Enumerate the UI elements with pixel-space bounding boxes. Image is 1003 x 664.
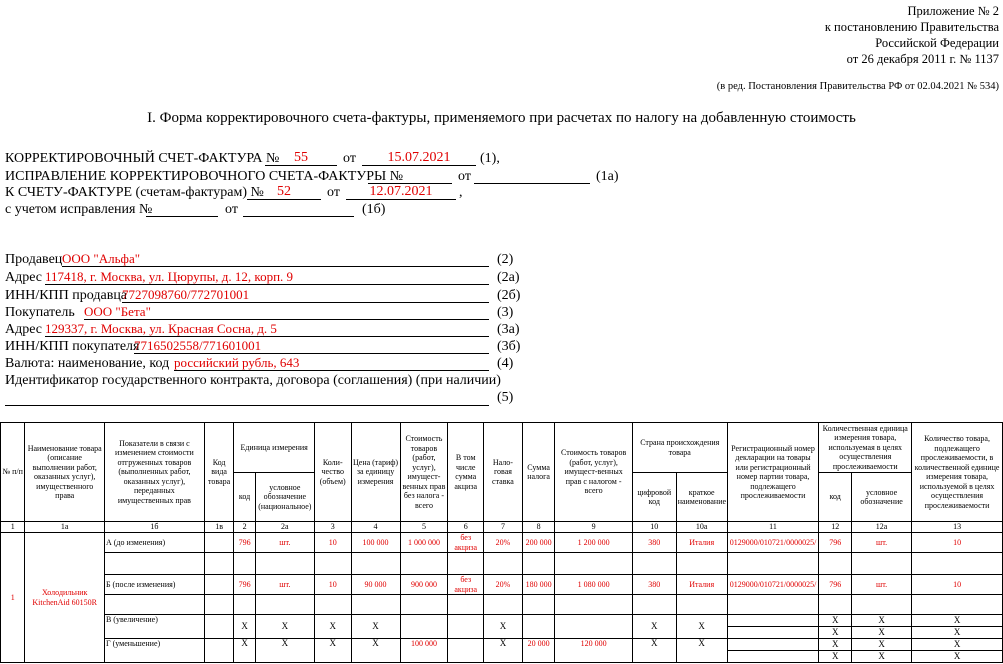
currency-value[interactable]: российский рубль, 643 xyxy=(174,355,489,371)
decrease-cost-novat[interactable]: 100 000 xyxy=(400,639,448,663)
buyer-inn-code: (3б) xyxy=(497,339,521,354)
after-cost-novat[interactable]: 900 000 xyxy=(400,575,448,595)
after-qty[interactable]: 10 xyxy=(314,575,351,595)
spacer-cell xyxy=(255,553,314,575)
header-kind: Код вида товара xyxy=(204,423,234,522)
column-number: 3 xyxy=(314,522,351,533)
decrease-regnum[interactable] xyxy=(727,639,819,651)
spacer-cell xyxy=(912,553,1003,575)
decrease-label: Г (уменьшение) xyxy=(104,639,204,663)
adj-invoice-label: КОРРЕКТИРОВОЧНЫЙ СЧЕТ-ФАКТУРА № xyxy=(5,151,280,166)
fix-number[interactable] xyxy=(368,168,452,184)
contract-value[interactable] xyxy=(5,390,489,406)
increase-excise[interactable] xyxy=(448,615,484,639)
appendix-line-2: к постановлению Правительства xyxy=(824,20,999,34)
before-country-code[interactable]: 380 xyxy=(632,533,676,553)
before-excise[interactable]: без акциза xyxy=(448,533,484,553)
column-number: 1б xyxy=(104,522,204,533)
adj-invoice-number[interactable]: 55 xyxy=(265,150,337,166)
x-mark: X xyxy=(314,639,351,663)
after-trace-qty[interactable]: 10 xyxy=(912,575,1003,595)
currency-code: (4) xyxy=(497,356,514,371)
column-number: 12 xyxy=(819,522,852,533)
seller-address-value[interactable]: 117418, г. Москва, ул. Цюрупы, д. 12, корп. 9 xyxy=(45,269,489,285)
before-country-name[interactable]: Италия xyxy=(676,533,727,553)
with-fix-date[interactable] xyxy=(243,201,354,217)
table-row-decrease xyxy=(1,639,1003,651)
header-country-code: цифровой код xyxy=(632,473,676,522)
before-price[interactable]: 100 000 xyxy=(351,533,400,553)
before-label: А (до изменения) xyxy=(104,533,204,553)
header-unit-code: код xyxy=(234,473,255,522)
header-country-name: краткое наименование xyxy=(676,473,727,522)
after-rate[interactable]: 20% xyxy=(484,575,523,595)
spacer-cell xyxy=(632,595,676,615)
column-number: 2 xyxy=(234,522,255,533)
header-qty: Коли-чество (объем) xyxy=(314,423,351,522)
column-number: 6 xyxy=(448,522,484,533)
x-mark: X xyxy=(852,639,912,651)
buyer-inn-value[interactable]: 7716502558/771601001 xyxy=(134,338,489,354)
before-unit-code[interactable]: 796 xyxy=(234,533,255,553)
from-label: от xyxy=(225,202,238,217)
code-1a: (1а) xyxy=(596,169,619,184)
x-mark: X xyxy=(632,639,676,663)
table-row-spacer xyxy=(1,553,1003,575)
before-qty[interactable]: 10 xyxy=(314,533,351,553)
spacer-cell xyxy=(522,595,555,615)
spacer-cell xyxy=(448,553,484,575)
decrease-excise[interactable] xyxy=(448,639,484,663)
column-number: 1а xyxy=(25,522,105,533)
table-header-row xyxy=(1,423,1003,473)
x-mark: X xyxy=(234,639,255,663)
spacer-cell xyxy=(351,595,400,615)
spacer-cell xyxy=(448,595,484,615)
buyer-label: Покупатель xyxy=(5,305,75,320)
after-label: Б (после изменения) xyxy=(104,575,204,595)
column-number: 10а xyxy=(676,522,727,533)
column-number: 4 xyxy=(351,522,400,533)
x-mark: X xyxy=(351,615,400,639)
header-unit-name: условное обозначение (национальное) xyxy=(255,473,314,522)
currency-label: Валюта: наименование, код xyxy=(5,356,170,371)
increase-label: В (увеличение) xyxy=(104,615,204,639)
before-rate[interactable]: 20% xyxy=(484,533,523,553)
after-country-name[interactable]: Италия xyxy=(676,575,727,595)
column-number: 1в xyxy=(204,522,234,533)
appendix-line-1: Приложение № 2 xyxy=(907,4,999,18)
header-trace-name: условное обозначение xyxy=(852,473,912,522)
after-trace-name[interactable]: шт. xyxy=(852,575,912,595)
header-num: № п/п xyxy=(1,423,25,522)
before-trace-code[interactable]: 796 xyxy=(819,533,852,553)
x-mark: X xyxy=(912,639,1003,651)
spacer-cell xyxy=(204,595,234,615)
header-trace-qty: Количество товара, подлежащего прослеживаемости, в количественной единице измерения товара, используемой в целях осуществления прослеживаемости xyxy=(912,423,1003,522)
before-trace-qty[interactable]: 10 xyxy=(912,533,1003,553)
x-mark: X xyxy=(351,639,400,663)
x-mark: X xyxy=(819,639,852,651)
spacer-cell xyxy=(912,595,1003,615)
table-row-spacer xyxy=(1,595,1003,615)
spacer-cell xyxy=(676,553,727,575)
spacer-cell xyxy=(555,595,632,615)
decrease-regnum[interactable] xyxy=(727,651,819,663)
column-number: 8 xyxy=(522,522,555,533)
spacer-cell xyxy=(104,553,204,575)
before-cost-vat[interactable]: 1 200 000 xyxy=(555,533,632,553)
increase-cost-vat[interactable] xyxy=(555,615,632,639)
x-mark: X xyxy=(314,615,351,639)
seller-label: Продавец xyxy=(5,252,63,267)
spacer-cell xyxy=(727,595,819,615)
header-trace-unit: Количественная единица измерения товара, используемая в целях осуществления прослеживаемости xyxy=(819,423,912,473)
before-cost-novat[interactable]: 1 000 000 xyxy=(400,533,448,553)
spacer-cell xyxy=(852,553,912,575)
header-price: Цена (тариф) за единицу измерения xyxy=(351,423,400,522)
column-number: 10 xyxy=(632,522,676,533)
before-regnum[interactable]: 0129000/010721/0000025/ xyxy=(727,533,819,553)
invoice-table xyxy=(0,422,1003,663)
after-unit-name[interactable]: шт. xyxy=(255,575,314,595)
after-tax[interactable]: 180 000 xyxy=(522,575,555,595)
row-product-name: Холодильник KitchenAid 60150R xyxy=(25,533,105,663)
spacer-cell xyxy=(484,553,523,575)
edition-note: (в ред. Постановления Правительства РФ от 02.04.2021 № 534) xyxy=(716,81,999,92)
code-1b: (1б) xyxy=(362,202,386,217)
buyer-code: (3) xyxy=(497,305,514,320)
before-tax[interactable]: 200 000 xyxy=(522,533,555,553)
comma: , xyxy=(459,185,463,200)
column-number: 13 xyxy=(912,522,1003,533)
header-trace-code: код xyxy=(819,473,852,522)
x-mark: X xyxy=(819,615,852,627)
buyer-value[interactable]: ООО "Бета" xyxy=(84,304,489,320)
with-fix-label: с учетом исправления № xyxy=(5,202,153,217)
from-label: от xyxy=(343,151,356,166)
spacer-cell xyxy=(522,553,555,575)
spacer-cell xyxy=(314,595,351,615)
column-number-row xyxy=(1,522,1003,533)
spacer-cell xyxy=(234,553,255,575)
fix-label: ИСПРАВЛЕНИЕ КОРРЕКТИРОВОЧНОГО СЧЕТА-ФАКТУРЫ № xyxy=(5,169,404,184)
fix-date[interactable] xyxy=(474,168,590,184)
spacer-cell xyxy=(400,595,448,615)
adj-invoice-date[interactable]: 15.07.2021 xyxy=(362,150,476,166)
seller-inn-label: ИНН/КПП продавца xyxy=(5,288,128,303)
from-label: от xyxy=(458,169,471,184)
x-mark: X xyxy=(255,639,314,663)
row-num: 1 xyxy=(1,533,25,663)
seller-code: (2) xyxy=(497,252,514,267)
after-unit-code[interactable]: 796 xyxy=(234,575,255,595)
to-invoice-number[interactable]: 52 xyxy=(247,184,321,200)
header-excise: В том числе сумма акциза xyxy=(448,423,484,522)
with-fix-number[interactable] xyxy=(146,201,218,217)
x-mark: X xyxy=(912,651,1003,663)
x-mark: X xyxy=(852,615,912,627)
spacer-cell xyxy=(632,553,676,575)
x-mark: X xyxy=(912,627,1003,639)
code-1: (1), xyxy=(480,151,500,166)
decrease-cost-vat[interactable]: 120 000 xyxy=(555,639,632,663)
spacer-cell xyxy=(204,553,234,575)
after-cost-vat[interactable]: 1 080 000 xyxy=(555,575,632,595)
seller-address-code: (2а) xyxy=(497,270,520,285)
buyer-address-label: Адрес xyxy=(5,322,43,337)
column-number: 5 xyxy=(400,522,448,533)
form-title: I. Форма корректировочного счета-фактуры, применяемого при расчетах по налогу на добавленную стоимость xyxy=(147,110,856,126)
seller-inn-value[interactable]: 7727098760/772701001 xyxy=(122,287,489,303)
before-trace-name[interactable]: шт. xyxy=(852,533,912,553)
x-mark: X xyxy=(632,615,676,639)
header-indicators: Показатели в связи с изменением стоимости отгруженных товаров (выполненных работ, оказанных услуг), переданных имущественных прав xyxy=(104,423,204,522)
x-mark: X xyxy=(819,651,852,663)
header-cost-novat: Стоимость товаров (работ, услуг), имущест-венных прав без налога - всего xyxy=(400,423,448,522)
x-mark: X xyxy=(819,627,852,639)
x-mark: X xyxy=(912,615,1003,627)
spacer-cell xyxy=(351,553,400,575)
to-invoice-label: К СЧЕТУ-ФАКТУРЕ (счетам-фактурам) № xyxy=(5,185,264,200)
increase-kind[interactable] xyxy=(204,615,234,639)
column-number: 11 xyxy=(727,522,819,533)
spacer-cell xyxy=(255,595,314,615)
spacer-cell xyxy=(234,595,255,615)
spacer-cell xyxy=(676,595,727,615)
column-number: 9 xyxy=(555,522,632,533)
header-rate: Нало-говая ставка xyxy=(484,423,523,522)
buyer-address-value[interactable]: 129337, г. Москва, ул. Красная Сосна, д. 5 xyxy=(45,321,489,337)
x-mark: X xyxy=(484,615,523,639)
increase-tax[interactable] xyxy=(522,615,555,639)
before-kind[interactable] xyxy=(204,533,234,553)
buyer-address-code: (3а) xyxy=(497,322,520,337)
header-tax: Сумма налога xyxy=(522,423,555,522)
seller-address-label: Адрес xyxy=(5,270,43,285)
column-number: 1 xyxy=(1,522,25,533)
appendix-block xyxy=(825,3,999,67)
x-mark: X xyxy=(676,639,727,663)
increase-cost-novat[interactable] xyxy=(400,615,448,639)
header-name: Наименование товара (описание выполнении работ, оказанных услуг), имущественного права xyxy=(25,423,105,522)
spacer-cell xyxy=(819,553,852,575)
table-row-increase xyxy=(1,615,1003,627)
spacer-cell xyxy=(484,595,523,615)
decrease-kind[interactable] xyxy=(204,639,234,663)
after-trace-code[interactable]: 796 xyxy=(819,575,852,595)
after-price[interactable]: 90 000 xyxy=(351,575,400,595)
spacer-cell xyxy=(400,553,448,575)
seller-value[interactable]: ООО "Альфа" xyxy=(62,251,489,267)
decrease-tax[interactable]: 20 000 xyxy=(522,639,555,663)
contract-code: (5) xyxy=(497,390,514,405)
seller-inn-code: (2б) xyxy=(497,288,521,303)
after-regnum[interactable]: 0129000/010721/0000025/ xyxy=(727,575,819,595)
appendix-line-4: от 26 декабря 2011 г. № 1137 xyxy=(846,52,999,66)
spacer-cell xyxy=(555,553,632,575)
spacer-cell xyxy=(727,553,819,575)
x-mark: X xyxy=(676,615,727,639)
x-mark: X xyxy=(852,651,912,663)
spacer-cell xyxy=(819,595,852,615)
increase-regnum[interactable] xyxy=(727,615,819,627)
buyer-inn-label: ИНН/КПП покупателя xyxy=(5,339,140,354)
column-number: 12а xyxy=(852,522,912,533)
header-country: Страна происхождения товара xyxy=(632,423,727,473)
x-mark: X xyxy=(852,627,912,639)
spacer-cell xyxy=(852,595,912,615)
table-row-after xyxy=(1,575,1003,595)
header-regnum: Регистрационный номер декларации на товары или регистрационный номер партии товара, подлежащего прослеживаемости xyxy=(727,423,819,522)
appendix-line-3: Российской Федерации xyxy=(875,36,999,50)
x-mark: X xyxy=(255,615,314,639)
column-number: 2а xyxy=(255,522,314,533)
spacer-cell xyxy=(314,553,351,575)
contract-label: Идентификатор государственного контракта, договора (соглашения) (при наличии) xyxy=(5,373,501,388)
to-invoice-date[interactable]: 12.07.2021 xyxy=(346,184,456,200)
table-row-before xyxy=(1,533,1003,553)
header-cost-vat: Стоимость товаров (работ, услуг), имущест-венных прав с налогом - всего xyxy=(555,423,632,522)
spacer-cell xyxy=(104,595,204,615)
from-label: от xyxy=(327,185,340,200)
after-excise[interactable]: без акциза xyxy=(448,575,484,595)
column-number: 7 xyxy=(484,522,523,533)
header-unit: Единица измерения xyxy=(234,423,315,473)
increase-regnum[interactable] xyxy=(727,627,819,639)
x-mark: X xyxy=(234,615,255,639)
x-mark: X xyxy=(484,639,523,663)
before-unit-name[interactable]: шт. xyxy=(255,533,314,553)
after-country-code[interactable]: 380 xyxy=(632,575,676,595)
after-kind[interactable] xyxy=(204,575,234,595)
